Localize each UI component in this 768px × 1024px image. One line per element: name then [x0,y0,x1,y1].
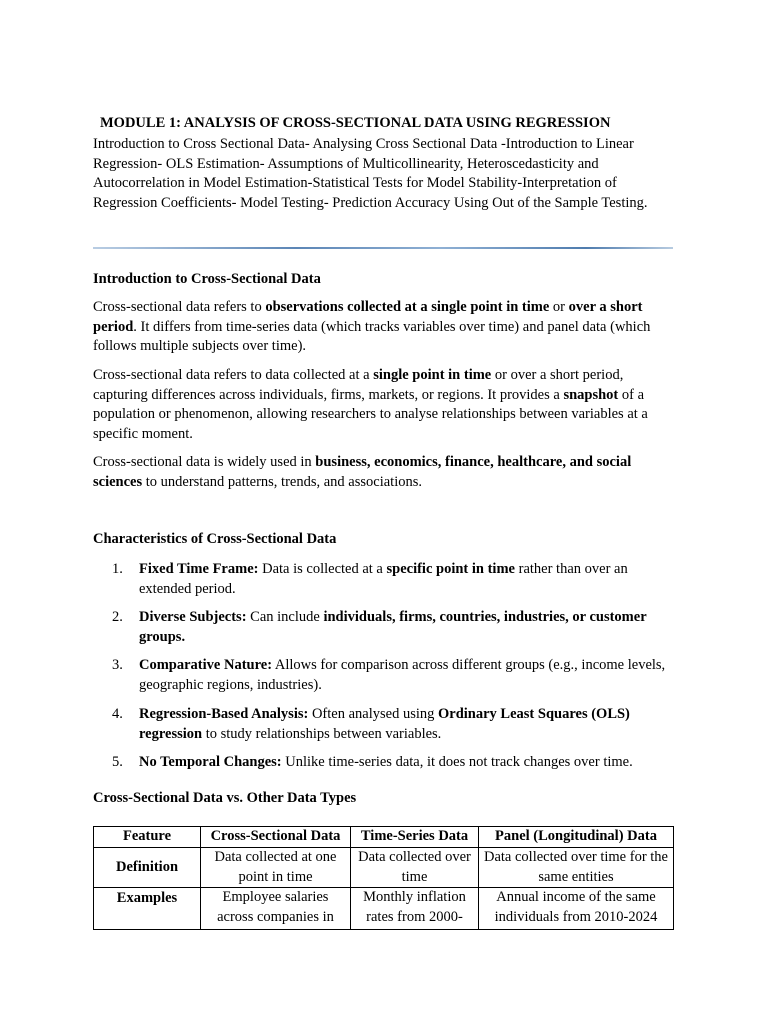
module-title: MODULE 1: ANALYSIS OF CROSS-SECTIONAL DATA USING REGRESSION [100,115,611,131]
table-header-cell: Cross-Sectional Data [201,827,351,848]
bold-text: single point in time [373,367,492,383]
table-row [94,888,674,930]
list-item-label: No Temporal Changes: [139,754,282,770]
text-run: Allows for comparison across different groups (e.g., income levels, geographic regions, industries). [139,657,666,693]
list-item-text [139,560,672,599]
text-run: Cross-sectional data refers to data collected at a [93,367,374,383]
section-heading-characteristics: Characteristics of Cross-Sectional Data [93,531,337,547]
table-cell: Data collected at one point in time [201,848,351,888]
list-number: 1. [112,561,123,577]
list-item-text [139,705,672,744]
paragraph-snapshot [93,366,678,444]
list-item-label: Regression-Based Analysis: [139,706,309,722]
text-run: Cross-sectional data is widely used in [93,454,316,470]
list-item [112,753,672,773]
list-item [112,560,672,599]
bold-text: snapshot [563,386,619,403]
text-run: or over a short period, capturing differences across individuals, firms, markets, or regions. It provides a [93,367,624,403]
text-run: or [549,299,569,315]
list-item-text [139,608,672,647]
list-item-text [139,753,672,773]
list-item [112,705,672,744]
bold-text: Ordinary Least Squares (OLS) regression [139,706,630,742]
horizontal-divider [93,247,673,249]
list-number: 3. [112,657,123,673]
text-run: Unlike time-series data, it does not track changes over time. [281,754,633,770]
table-header-cell: Time-Series Data [351,827,479,848]
text-run: Data is collected at a [258,561,387,577]
list-item-label: Diverse Subjects: [139,609,247,625]
bold-text: specific point in time [386,561,515,577]
table-cell: Employee salaries across companies in [201,888,351,930]
text-run: rather than over an extended period. [139,561,628,597]
list-item-label: Fixed Time Frame: [139,561,259,577]
bold-text: observations collected at a single point in time [265,299,550,315]
comparison-table [93,826,674,930]
table-cell: Data collected over time for the same entities [479,848,674,888]
list-item [112,608,672,647]
table-header-row [94,827,674,848]
table-row [94,848,674,888]
list-number: 2. [112,609,123,625]
text-run: Can include [246,609,324,625]
module-intro: Introduction to Cross Sectional Data- Analysing Cross Sectional Data -Introduction to Linear Regression- OLS Estimation- Assumptions of Multicollinearity, Heteroscedasticity and Autocorrelation in Model Estimation-Statistical Tests for Model Stability-Interpretation of Regression Coefficients- Model Testing- Prediction Accuracy Using Out of the Sample Testing. [93,136,648,211]
text-run: . It differs from time-series data (which tracks variables over time) and panel data (which follows multiple subjects over time). [93,318,651,354]
bold-text: over a short period [93,299,643,335]
list-number: 4. [112,706,123,722]
table-header-cell: Feature [94,827,201,848]
list-item [112,656,672,695]
list-item-label: Comparative Nature: [139,657,273,673]
table-row-header: Definition [94,848,201,888]
section-heading-comparison: Cross-Sectional Data vs. Other Data Types [93,790,357,806]
table-cell: Data collected over time [351,848,479,888]
table-header-cell: Panel (Longitudinal) Data [479,827,674,848]
text-run: to study relationships between variables. [202,725,442,742]
text-run: Often analysed using [308,706,438,722]
table-cell: Monthly inflation rates from 2000- [351,888,479,930]
text-run: of a population or phenomenon, allowing researchers to analyse relationships between variables at a specific moment. [93,386,648,442]
list-item-text [139,656,672,695]
paragraph-definition [93,298,678,357]
paragraph-usage [93,453,678,492]
table-cell: Annual income of the same individuals from 2010-2024 [479,888,674,930]
bold-text: individuals, firms, countries, industries, or customer groups. [139,609,647,645]
table-row-header: Examples [94,888,201,930]
text-run: to understand patterns, trends, and associations. [142,473,422,490]
text-run: Cross-sectional data refers to [93,299,266,315]
section-heading-introduction: Introduction to Cross-Sectional Data [93,271,321,287]
list-number: 5. [112,754,123,770]
bold-text: business, economics, finance, healthcare, and social sciences [93,454,632,490]
